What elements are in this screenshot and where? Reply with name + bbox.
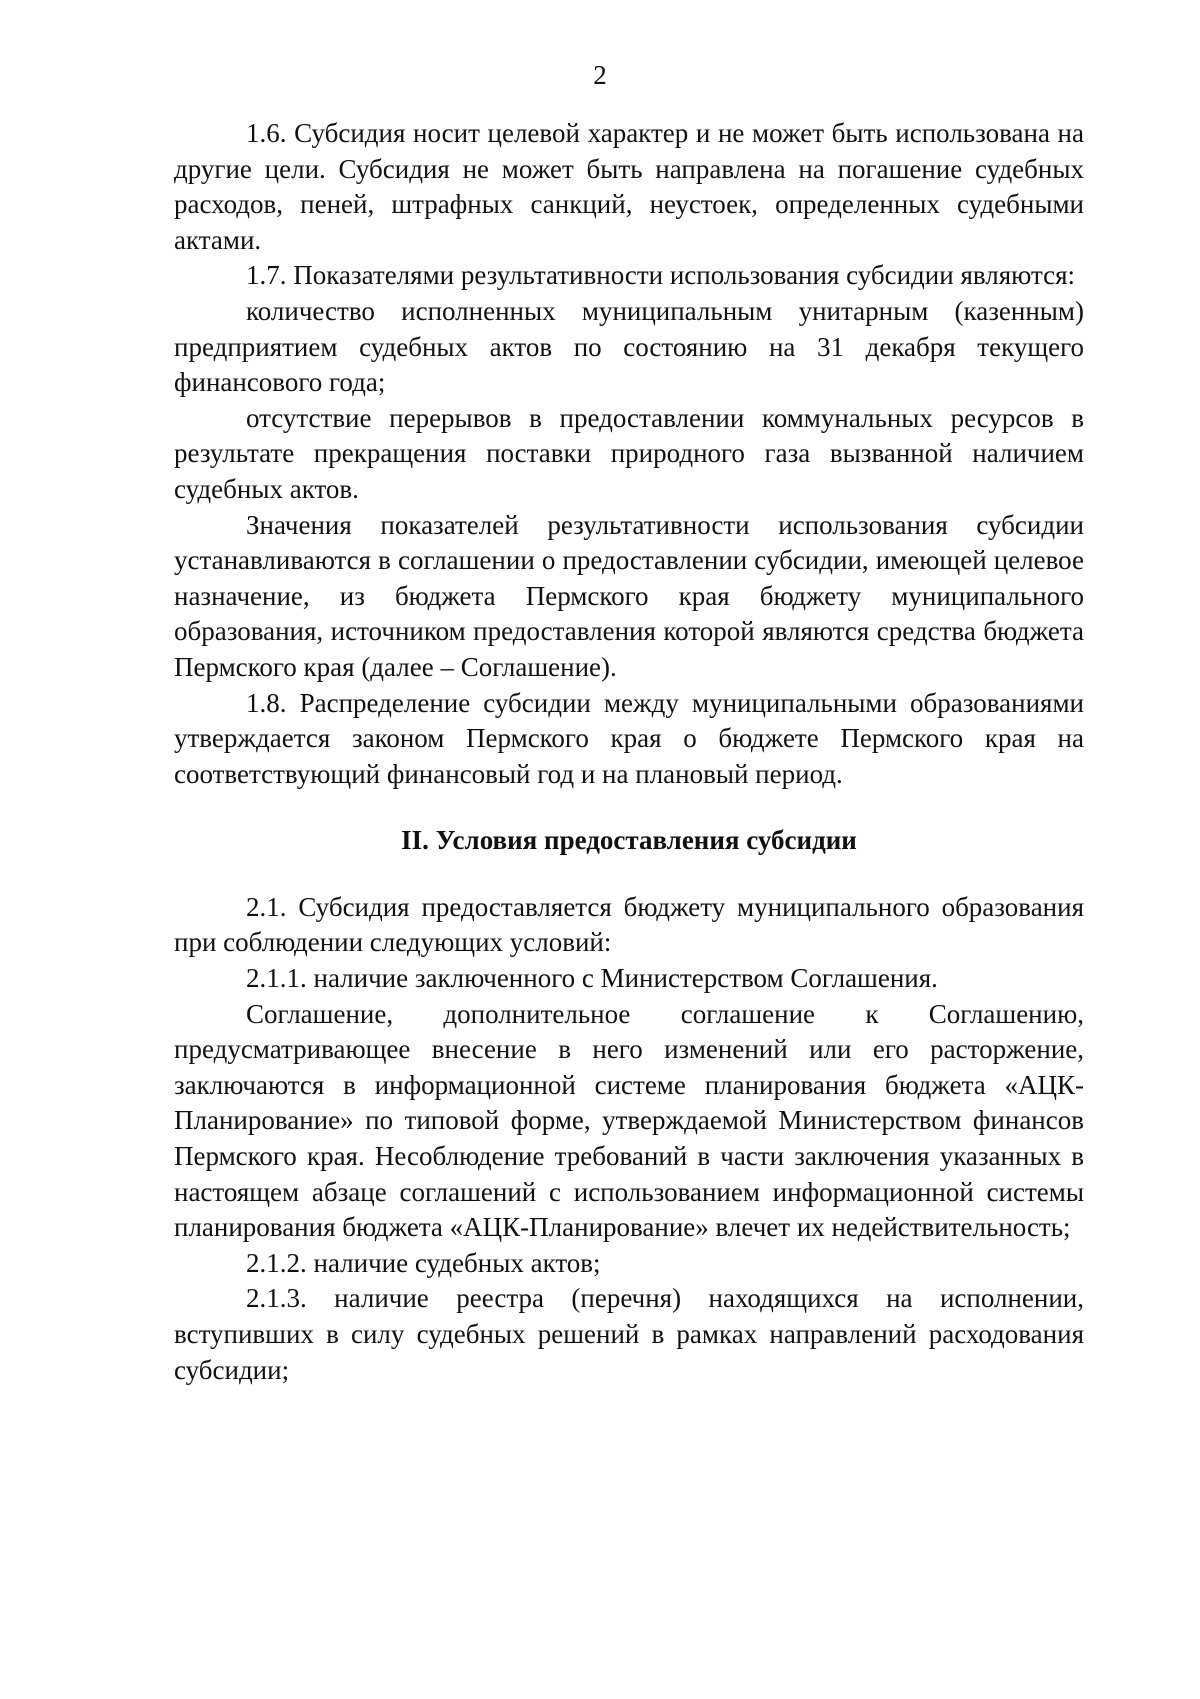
page-number: 2 xyxy=(593,60,607,90)
paragraph-2-1: 2.1. Субсидия предоставляется бюджету муниципального образования при соблюдении следующих условий: xyxy=(174,891,1084,958)
paragraph-2-1-2: 2.1.2. наличие судебных актов; xyxy=(246,1247,601,1278)
document-body xyxy=(174,116,1084,1388)
paragraph-indicator-no-interruptions: отсутствие перерывов в предоставлении коммунальных ресурсов в результате прекращения поставки природного газа вызванной наличием судебных актов. xyxy=(174,402,1084,504)
paragraph-2-1-1: 2.1.1. наличие заключенного с Министерством Соглашения. xyxy=(246,963,938,994)
paragraph-1-8: 1.8. Распределение субсидии между муниципальными образованиями утверждается законом Пермского края о бюджете Пермского края на соответствующий финансовый год и на плановый период. xyxy=(174,687,1084,789)
paragraph-indicator-court-acts: количество исполненных муниципальным унитарным (казенным) предприятием судебных актов по состоянию на 31 декабря текущего финансового года; xyxy=(174,295,1084,398)
section-heading: II. Условия предоставления субсидии xyxy=(401,825,857,856)
paragraph-1-7: 1.7. Показателями результативности использования субсидии являются: xyxy=(246,260,1075,291)
paragraph-2-1-3: 2.1.3. наличие реестра (перечня) находящихся на исполнении, вступивших в силу судебных решений в рамках направлений расходования субсидии; xyxy=(174,1283,1084,1385)
paragraph-indicator-values: Значения показателей результативности использования субсидии устанавливаются в соглашении о предоставлении субсидии, имеющей целевое назначение, из бюджета Пермского края бюджету муниципального образования, источником предоставления которой являются средства бюджета Пермского края (далее – Соглашение). xyxy=(174,509,1084,682)
paragraph-1-6: 1.6. Субсидия носит целевой характер и не может быть использована на другие цели. Субсидия не может быть направлена на погашение судебных расходов, пеней, штрафных санкций, неустоек, определенных судебными актами. xyxy=(174,118,1084,255)
paragraph-agreement-terms: Соглашение, дополнительное соглашение к Соглашению, предусматривающее внесение в него изменений или его расторжение, заключаются в информационной системе планирования бюджета «АЦК-Планирование» по типовой форме, утверждаемой Министерством финансов Пермского края. Несоблюдение требований в части заключения указанных в настоящем абзаце соглашений с использованием информационной системы планирования бюджета «АЦК-Планирование» влечет их недействительность; xyxy=(174,998,1084,1243)
